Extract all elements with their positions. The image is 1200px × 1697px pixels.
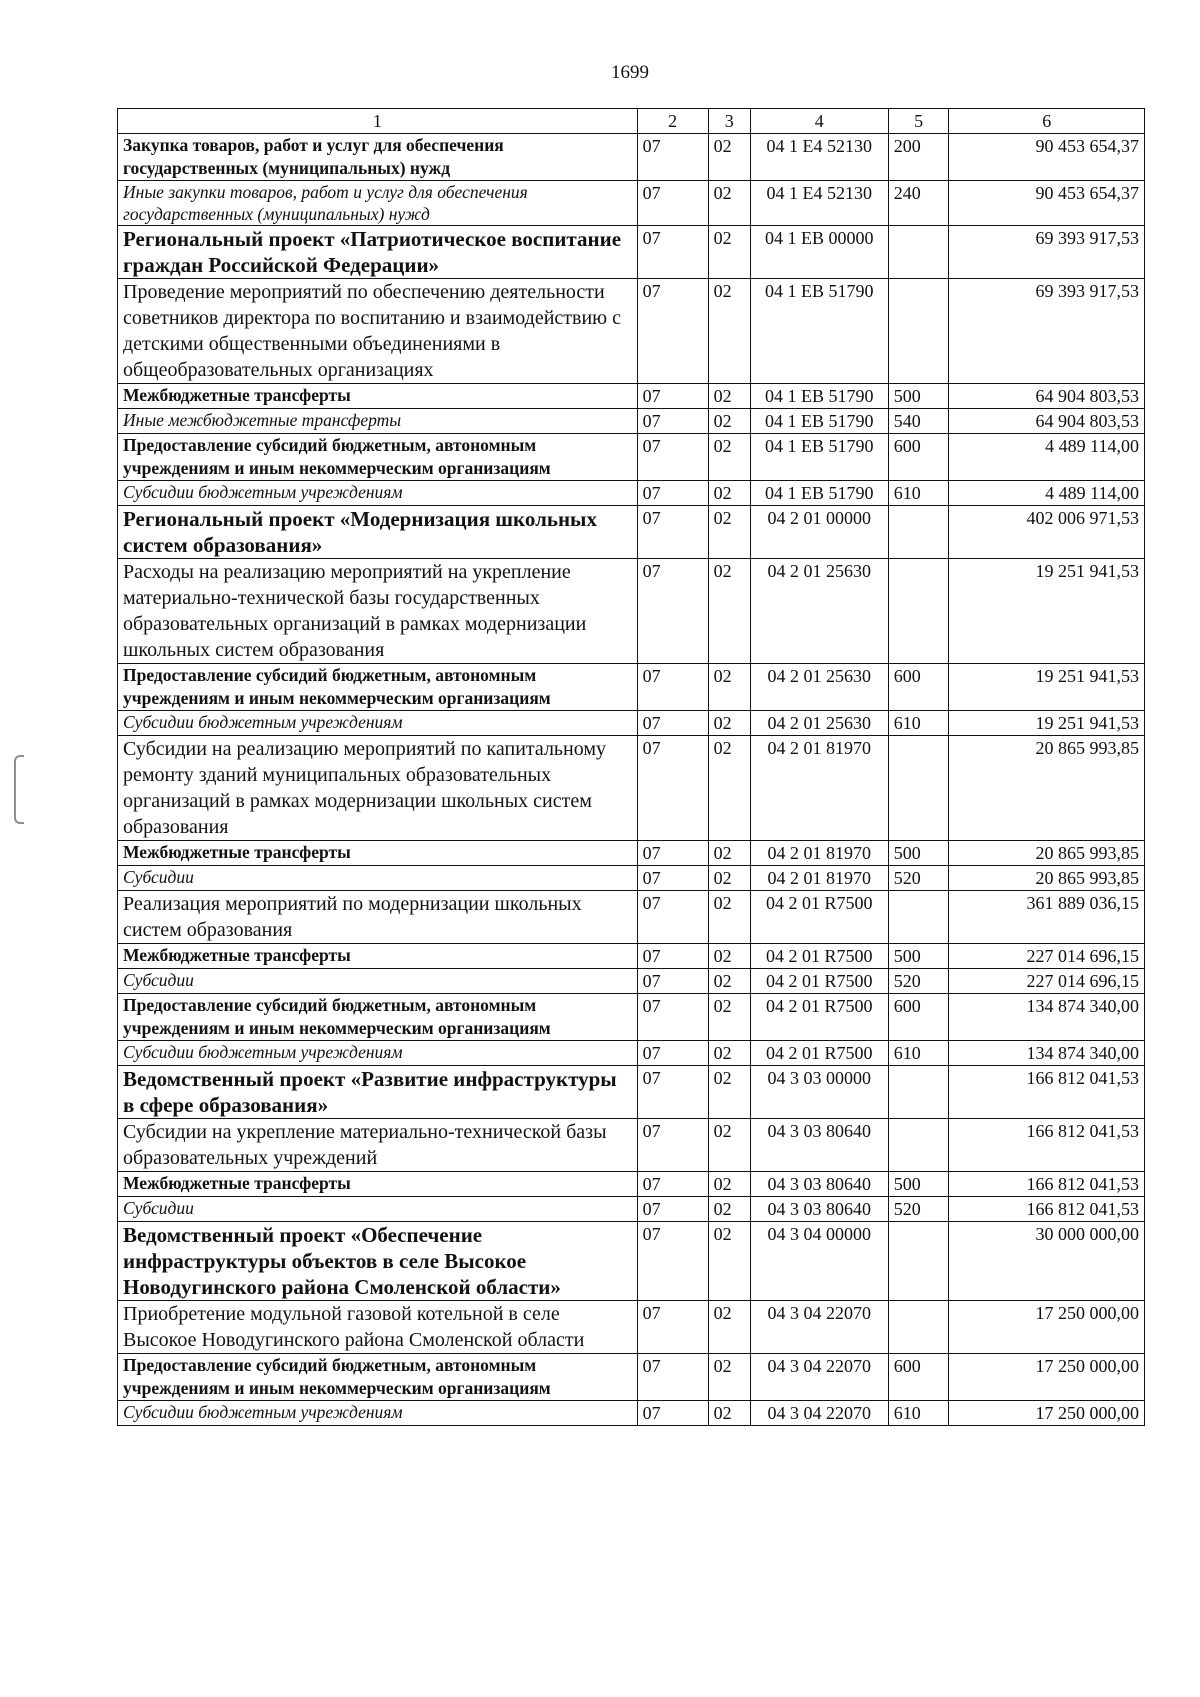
section-code-cell: 07 <box>637 736 708 841</box>
table-row <box>118 134 1145 181</box>
table-row <box>118 1354 1145 1401</box>
target-article-code-cell: 04 1 ЕВ 00000 <box>750 226 888 279</box>
table-row <box>118 409 1145 434</box>
target-article-code-cell: 04 1 ЕВ 51790 <box>750 384 888 409</box>
section-code-cell: 07 <box>637 226 708 279</box>
target-article-code-cell: 04 2 01 25630 <box>750 559 888 664</box>
section-code-cell: 07 <box>637 384 708 409</box>
target-article-code-cell: 04 2 01 R7500 <box>750 944 888 969</box>
subsection-code-cell: 02 <box>708 1401 750 1426</box>
row-name-cell: Межбюджетные трансферты <box>118 944 638 969</box>
section-code-cell: 07 <box>637 181 708 226</box>
row-name-cell: Межбюджетные трансферты <box>118 384 638 409</box>
section-code-cell: 07 <box>637 1197 708 1222</box>
row-name-cell: Расходы на реализацию мероприятий на укрепление материально-технической базы государственных образовательных организаций в рамках модернизации школьных систем образования <box>118 559 638 664</box>
table-row <box>118 1301 1145 1354</box>
expense-type-code-cell <box>888 1066 949 1119</box>
expense-type-code-cell: 610 <box>888 481 949 506</box>
expense-type-code-cell: 600 <box>888 664 949 711</box>
section-code-cell: 07 <box>637 1401 708 1426</box>
target-article-code-cell: 04 2 01 25630 <box>750 664 888 711</box>
amount-cell: 134 874 340,00 <box>949 994 1145 1041</box>
target-article-code-cell: 04 1 ЕВ 51790 <box>750 481 888 506</box>
amount-cell: 17 250 000,00 <box>949 1401 1145 1426</box>
target-article-code-cell: 04 1 Е4 52130 <box>750 134 888 181</box>
amount-cell: 166 812 041,53 <box>949 1197 1145 1222</box>
table-row <box>118 226 1145 279</box>
expense-type-code-cell: 520 <box>888 866 949 891</box>
row-name-cell: Субсидии <box>118 1197 638 1222</box>
target-article-code-cell: 04 2 01 R7500 <box>750 969 888 994</box>
amount-cell: 361 889 036,15 <box>949 891 1145 944</box>
table-row <box>118 944 1145 969</box>
amount-cell: 4 489 114,00 <box>949 434 1145 481</box>
target-article-code-cell: 04 3 03 80640 <box>750 1119 888 1172</box>
amount-cell: 227 014 696,15 <box>949 969 1145 994</box>
table-row <box>118 969 1145 994</box>
row-name-cell: Субсидии <box>118 866 638 891</box>
row-name-cell: Иные закупки товаров, работ и услуг для обеспечения государственных (муниципальных) нужд <box>118 181 638 226</box>
table-row <box>118 1401 1145 1426</box>
row-name-cell: Предоставление субсидий бюджетным, автономным учреждениям и иным некоммерческим организациям <box>118 1354 638 1401</box>
subsection-code-cell: 02 <box>708 559 750 664</box>
subsection-code-cell: 02 <box>708 866 750 891</box>
section-code-cell: 07 <box>637 711 708 736</box>
section-code-cell: 07 <box>637 944 708 969</box>
target-article-code-cell: 04 2 01 R7500 <box>750 994 888 1041</box>
amount-cell: 30 000 000,00 <box>949 1222 1145 1301</box>
section-code-cell: 07 <box>637 994 708 1041</box>
column-header: 4 <box>750 109 888 134</box>
section-code-cell: 07 <box>637 841 708 866</box>
subsection-code-cell: 02 <box>708 134 750 181</box>
target-article-code-cell: 04 2 01 81970 <box>750 866 888 891</box>
target-article-code-cell: 04 3 03 00000 <box>750 1066 888 1119</box>
subsection-code-cell: 02 <box>708 506 750 559</box>
expense-type-code-cell: 610 <box>888 1041 949 1066</box>
expense-type-code-cell: 600 <box>888 434 949 481</box>
target-article-code-cell: 04 1 Е4 52130 <box>750 181 888 226</box>
section-code-cell: 07 <box>637 1301 708 1354</box>
row-name-cell: Межбюджетные трансферты <box>118 841 638 866</box>
expense-type-code-cell: 600 <box>888 1354 949 1401</box>
section-code-cell: 07 <box>637 664 708 711</box>
table-row <box>118 711 1145 736</box>
row-name-cell: Субсидии на укрепление материально-технической базы образовательных учреждений <box>118 1119 638 1172</box>
expense-type-code-cell: 200 <box>888 134 949 181</box>
table-row <box>118 1041 1145 1066</box>
budget-table <box>117 108 1145 1426</box>
amount-cell: 166 812 041,53 <box>949 1066 1145 1119</box>
section-code-cell: 07 <box>637 1172 708 1197</box>
amount-cell: 64 904 803,53 <box>949 409 1145 434</box>
amount-cell: 90 453 654,37 <box>949 134 1145 181</box>
subsection-code-cell: 02 <box>708 384 750 409</box>
column-header: 3 <box>708 109 750 134</box>
section-code-cell: 07 <box>637 134 708 181</box>
expense-type-code-cell: 610 <box>888 711 949 736</box>
row-name-cell: Субсидии на реализацию мероприятий по капитальному ремонту зданий муниципальных образовательных организаций в рамках модернизации школьных систем образования <box>118 736 638 841</box>
section-code-cell: 07 <box>637 1222 708 1301</box>
row-name-cell: Субсидии бюджетным учреждениям <box>118 1401 638 1426</box>
subsection-code-cell: 02 <box>708 1222 750 1301</box>
amount-cell: 166 812 041,53 <box>949 1172 1145 1197</box>
target-article-code-cell: 04 3 04 22070 <box>750 1301 888 1354</box>
table-row <box>118 181 1145 226</box>
column-header: 1 <box>118 109 638 134</box>
expense-type-code-cell <box>888 279 949 384</box>
table-row <box>118 891 1145 944</box>
row-name-cell: Предоставление субсидий бюджетным, автономным учреждениям и иным некоммерческим организациям <box>118 994 638 1041</box>
expense-type-code-cell <box>888 736 949 841</box>
amount-cell: 166 812 041,53 <box>949 1119 1145 1172</box>
subsection-code-cell: 02 <box>708 1119 750 1172</box>
subsection-code-cell: 02 <box>708 1354 750 1401</box>
section-code-cell: 07 <box>637 969 708 994</box>
subsection-code-cell: 02 <box>708 481 750 506</box>
subsection-code-cell: 02 <box>708 841 750 866</box>
expense-type-code-cell: 600 <box>888 994 949 1041</box>
row-name-cell: Субсидии бюджетным учреждениям <box>118 1041 638 1066</box>
row-name-cell: Проведение мероприятий по обеспечению деятельности советников директора по воспитанию и взаимодействию с детскими общественными объединениями в общеобразовательных организациях <box>118 279 638 384</box>
amount-cell: 64 904 803,53 <box>949 384 1145 409</box>
subsection-code-cell: 02 <box>708 1301 750 1354</box>
row-name-cell: Предоставление субсидий бюджетным, автономным учреждениям и иным некоммерческим организациям <box>118 664 638 711</box>
row-name-cell: Межбюджетные трансферты <box>118 1172 638 1197</box>
section-code-cell: 07 <box>637 891 708 944</box>
amount-cell: 19 251 941,53 <box>949 711 1145 736</box>
section-code-cell: 07 <box>637 866 708 891</box>
target-article-code-cell: 04 3 03 80640 <box>750 1172 888 1197</box>
amount-cell: 227 014 696,15 <box>949 944 1145 969</box>
expense-type-code-cell <box>888 1119 949 1172</box>
section-code-cell: 07 <box>637 409 708 434</box>
amount-cell: 134 874 340,00 <box>949 1041 1145 1066</box>
expense-type-code-cell: 240 <box>888 181 949 226</box>
expense-type-code-cell <box>888 1222 949 1301</box>
expense-type-code-cell: 500 <box>888 841 949 866</box>
row-name-cell: Закупка товаров, работ и услуг для обеспечения государственных (муниципальных) нужд <box>118 134 638 181</box>
expense-type-code-cell: 500 <box>888 384 949 409</box>
expense-type-code-cell <box>888 891 949 944</box>
subsection-code-cell: 02 <box>708 279 750 384</box>
table-row <box>118 664 1145 711</box>
subsection-code-cell: 02 <box>708 181 750 226</box>
target-article-code-cell: 04 2 01 R7500 <box>750 1041 888 1066</box>
section-code-cell: 07 <box>637 434 708 481</box>
row-name-cell: Ведомственный проект «Развитие инфраструктуры в сфере образования» <box>118 1066 638 1119</box>
subsection-code-cell: 02 <box>708 711 750 736</box>
expense-type-code-cell: 520 <box>888 1197 949 1222</box>
target-article-code-cell: 04 1 ЕВ 51790 <box>750 434 888 481</box>
header-row <box>118 109 1145 134</box>
target-article-code-cell: 04 2 01 81970 <box>750 841 888 866</box>
amount-cell: 402 006 971,53 <box>949 506 1145 559</box>
amount-cell: 20 865 993,85 <box>949 866 1145 891</box>
target-article-code-cell: 04 1 ЕВ 51790 <box>750 409 888 434</box>
table-row <box>118 1222 1145 1301</box>
amount-cell: 69 393 917,53 <box>949 279 1145 384</box>
expense-type-code-cell: 520 <box>888 969 949 994</box>
amount-cell: 4 489 114,00 <box>949 481 1145 506</box>
target-article-code-cell: 04 2 01 00000 <box>750 506 888 559</box>
table-row <box>118 841 1145 866</box>
row-name-cell: Иные межбюджетные трансферты <box>118 409 638 434</box>
amount-cell: 19 251 941,53 <box>949 664 1145 711</box>
expense-type-code-cell: 500 <box>888 944 949 969</box>
expense-type-code-cell: 610 <box>888 1401 949 1426</box>
row-name-cell: Ведомственный проект «Обеспечение инфраструктуры объектов в селе Высокое Новодугинского района Смоленской области» <box>118 1222 638 1301</box>
expense-type-code-cell <box>888 506 949 559</box>
table-row <box>118 1066 1145 1119</box>
subsection-code-cell: 02 <box>708 1172 750 1197</box>
amount-cell: 69 393 917,53 <box>949 226 1145 279</box>
table-row <box>118 994 1145 1041</box>
expense-type-code-cell <box>888 1301 949 1354</box>
page-number: 1699 <box>611 62 649 83</box>
table-row <box>118 279 1145 384</box>
subsection-code-cell: 02 <box>708 664 750 711</box>
subsection-code-cell: 02 <box>708 1197 750 1222</box>
expense-type-code-cell <box>888 226 949 279</box>
subsection-code-cell: 02 <box>708 434 750 481</box>
subsection-code-cell: 02 <box>708 944 750 969</box>
table-row <box>118 481 1145 506</box>
subsection-code-cell: 02 <box>708 736 750 841</box>
target-article-code-cell: 04 2 01 81970 <box>750 736 888 841</box>
table-row <box>118 1172 1145 1197</box>
section-code-cell: 07 <box>637 506 708 559</box>
table-row <box>118 736 1145 841</box>
target-article-code-cell: 04 3 04 22070 <box>750 1401 888 1426</box>
row-name-cell: Субсидии бюджетным учреждениям <box>118 711 638 736</box>
section-code-cell: 07 <box>637 1041 708 1066</box>
column-header: 2 <box>637 109 708 134</box>
section-code-cell: 07 <box>637 279 708 384</box>
table-row <box>118 1197 1145 1222</box>
target-article-code-cell: 04 3 04 22070 <box>750 1354 888 1401</box>
table-row <box>118 434 1145 481</box>
table-row <box>118 506 1145 559</box>
target-article-code-cell: 04 3 03 80640 <box>750 1197 888 1222</box>
target-article-code-cell: 04 2 01 R7500 <box>750 891 888 944</box>
amount-cell: 20 865 993,85 <box>949 736 1145 841</box>
section-code-cell: 07 <box>637 1354 708 1401</box>
expense-type-code-cell: 540 <box>888 409 949 434</box>
target-article-code-cell: 04 1 ЕВ 51790 <box>750 279 888 384</box>
subsection-code-cell: 02 <box>708 1041 750 1066</box>
subsection-code-cell: 02 <box>708 969 750 994</box>
subsection-code-cell: 02 <box>708 1066 750 1119</box>
table-body <box>118 134 1145 1426</box>
margin-scan-mark <box>14 755 24 824</box>
amount-cell: 19 251 941,53 <box>949 559 1145 664</box>
row-name-cell: Реализация мероприятий по модернизации школьных систем образования <box>118 891 638 944</box>
section-code-cell: 07 <box>637 1119 708 1172</box>
column-header: 6 <box>949 109 1145 134</box>
row-name-cell: Приобретение модульной газовой котельной в селе Высокое Новодугинского района Смоленской области <box>118 1301 638 1354</box>
column-header: 5 <box>888 109 949 134</box>
subsection-code-cell: 02 <box>708 226 750 279</box>
amount-cell: 20 865 993,85 <box>949 841 1145 866</box>
table-row <box>118 384 1145 409</box>
row-name-cell: Субсидии <box>118 969 638 994</box>
section-code-cell: 07 <box>637 559 708 664</box>
row-name-cell: Региональный проект «Модернизация школьных систем образования» <box>118 506 638 559</box>
section-code-cell: 07 <box>637 1066 708 1119</box>
target-article-code-cell: 04 3 04 00000 <box>750 1222 888 1301</box>
row-name-cell: Предоставление субсидий бюджетным, автономным учреждениям и иным некоммерческим организациям <box>118 434 638 481</box>
subsection-code-cell: 02 <box>708 891 750 944</box>
expense-type-code-cell: 500 <box>888 1172 949 1197</box>
amount-cell: 90 453 654,37 <box>949 181 1145 226</box>
table-row <box>118 1119 1145 1172</box>
section-code-cell: 07 <box>637 481 708 506</box>
expense-type-code-cell <box>888 559 949 664</box>
row-name-cell: Региональный проект «Патриотическое воспитание граждан Российской Федерации» <box>118 226 638 279</box>
target-article-code-cell: 04 2 01 25630 <box>750 711 888 736</box>
table-row <box>118 866 1145 891</box>
row-name-cell: Субсидии бюджетным учреждениям <box>118 481 638 506</box>
amount-cell: 17 250 000,00 <box>949 1354 1145 1401</box>
subsection-code-cell: 02 <box>708 409 750 434</box>
subsection-code-cell: 02 <box>708 994 750 1041</box>
table-row <box>118 559 1145 664</box>
amount-cell: 17 250 000,00 <box>949 1301 1145 1354</box>
